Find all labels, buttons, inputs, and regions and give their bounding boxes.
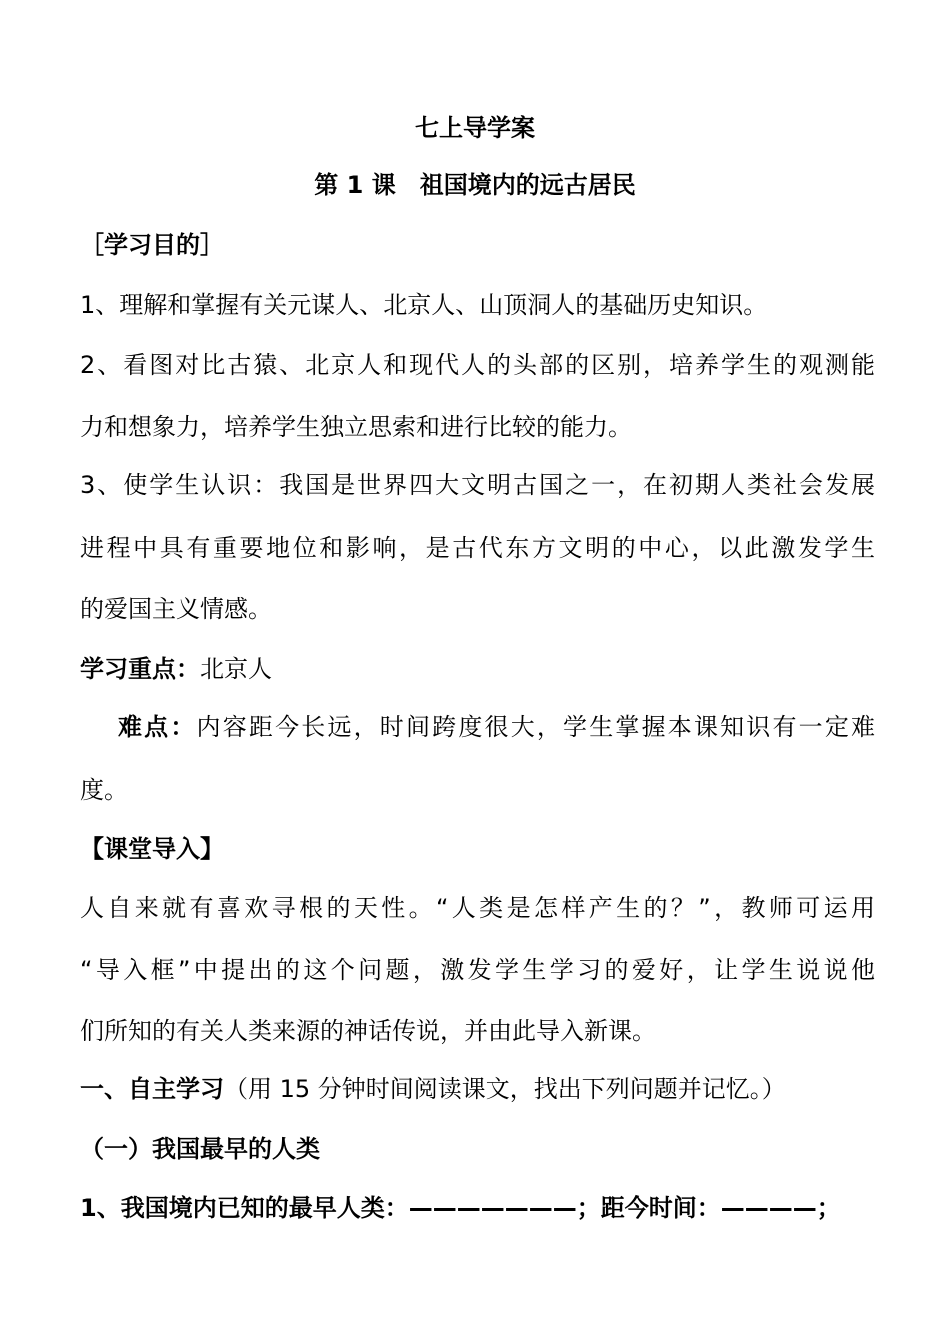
difficulty-label: 难点：: [118, 713, 197, 741]
objective-3-line-2: 进程中具有重要地位和影响，是古代东方文明的中心，以此激发学生: [80, 534, 875, 562]
objective-1: 1、理解和掌握有关元谋人、北京人、山顶洞人的基础历史知识。: [80, 291, 768, 319]
objectives-heading: ［学习目的］: [80, 231, 224, 259]
lesson-title: 第 1 课 祖国境内的远古居民: [314, 171, 636, 199]
intro-heading: 【课堂导入】: [80, 835, 224, 863]
subsection-1-heading: （一）我国最早的人类: [80, 1135, 320, 1163]
difficulty-text: 内容距今长远，时间跨度很大，学生掌握本课知识有一定难: [196, 713, 876, 741]
objective-3-line-3: 的爱国主义情感。: [80, 595, 272, 623]
intro-line-1: 人自来就有喜欢寻根的天性。“人类是怎样产生的？”，教师可运用: [80, 894, 875, 922]
key-point-value: 北京人: [200, 655, 272, 683]
difficulty-line-2: 度。: [80, 776, 128, 804]
objective-2-line-1: 2、看图对比古猿、北京人和现代人的头部的区别，培养学生的观测能: [80, 351, 875, 379]
document-title: 七上导学案: [415, 114, 535, 142]
objective-3-line-1: 3、使学生认识：我国是世界四大文明古国之一，在初期人类社会发展: [80, 471, 875, 499]
question-1: 1、我国境内已知的最早人类：———————；距今时间：————；: [80, 1194, 841, 1222]
intro-line-2: “导入框”中提出的这个问题，激发学生学习的爱好，让学生说说他: [80, 956, 875, 984]
self-study-line: [80, 1074, 875, 1104]
intro-line-3: 们所知的有关人类来源的神话传说，并由此导入新课。: [80, 1017, 656, 1045]
objective-2-line-2: 力和想象力，培养学生独立思索和进行比较的能力。: [80, 413, 632, 441]
difficulty-line-1: [118, 712, 875, 742]
key-point: [80, 654, 875, 684]
self-study-heading: 一、自主学习: [80, 1075, 224, 1103]
key-point-label: 学习重点：: [80, 655, 200, 683]
self-study-note: （用 15 分钟时间阅读课文，找出下列问题并记忆。）: [224, 1075, 786, 1103]
